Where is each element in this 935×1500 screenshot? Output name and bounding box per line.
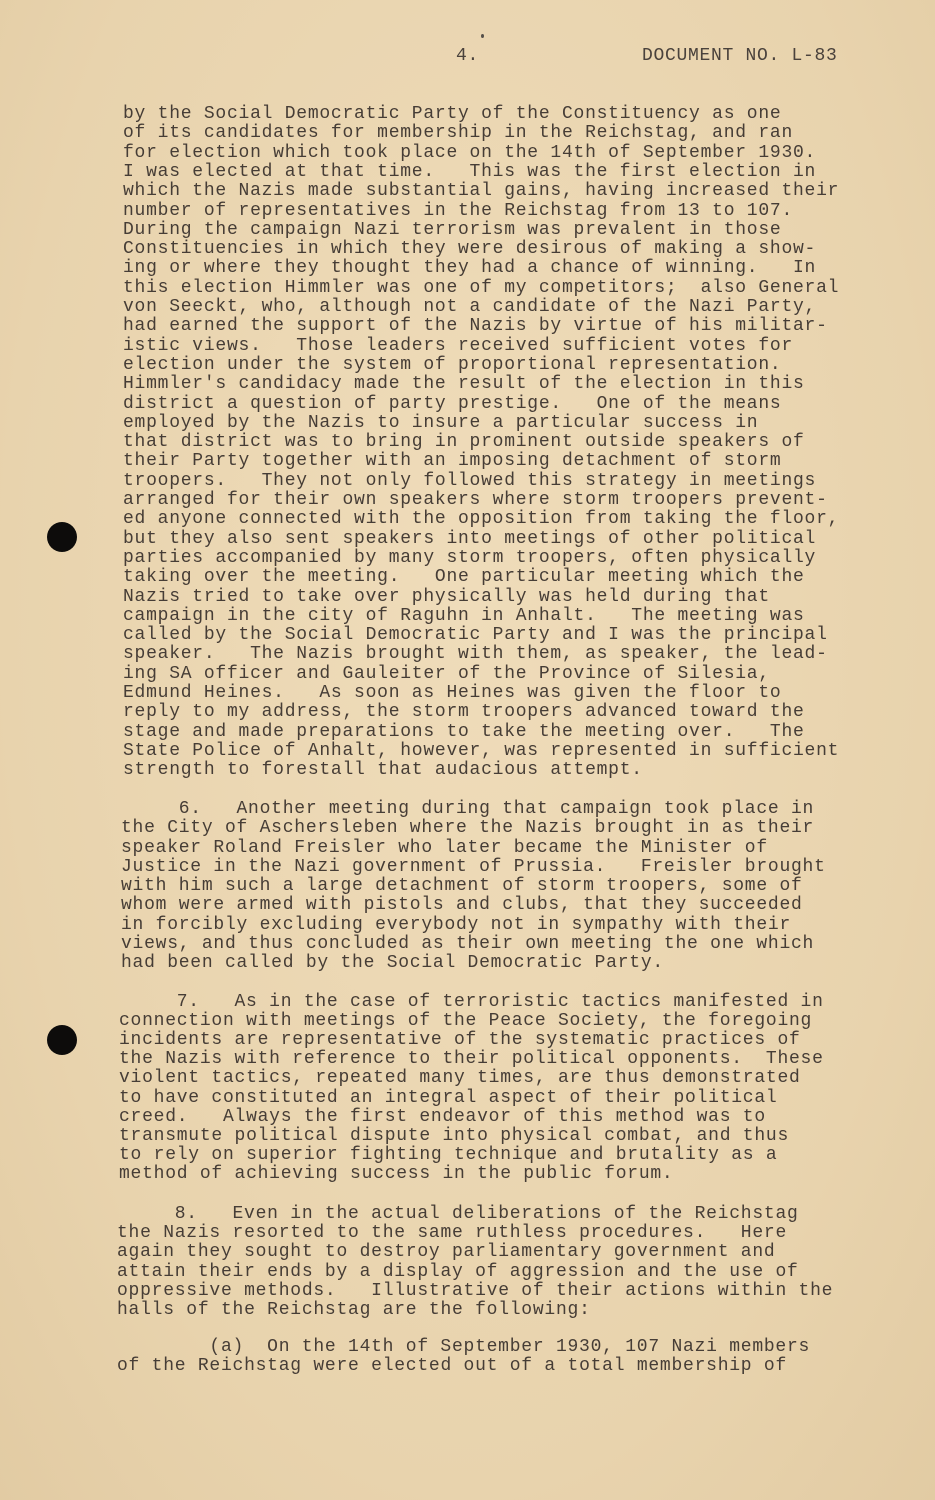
- paragraph-line: Edmund Heines. As soon as Heines was given the floor to: [123, 683, 782, 703]
- paragraph-line: arranged for their own speakers where storm troopers prevent-: [123, 490, 828, 510]
- paragraph-line: whom were armed with pistols and clubs, that they succeeded: [121, 895, 803, 916]
- paragraph-line: had been called by the Social Democratic Party.: [121, 953, 664, 973]
- paragraph-line: taking over the meeting. One particular meeting which the: [123, 567, 805, 588]
- page-number: 4.: [456, 46, 480, 66]
- paragraph-first-line: 8. Even in the actual deliberations of the Reichstag: [174, 1204, 799, 1224]
- paragraph-line: in forcibly excluding everybody not in sympathy with their: [121, 914, 792, 935]
- paragraph-line: violent tactics, repeated many times, are thus demonstrated: [119, 1068, 801, 1089]
- paragraph-line: oppressive methods. Illustrative of their actions within the: [117, 1280, 834, 1301]
- paragraph-line: Justice in the Nazi government of Prussia. Freisler brought: [121, 856, 826, 877]
- paragraph-line: speaker Roland Freisler who later became the Minister of: [121, 837, 768, 858]
- binder-hole: [47, 1025, 77, 1055]
- paragraph-first-line: 6. Another meeting during that campaign took place in: [178, 799, 815, 819]
- paragraph-line: ing or where they thought they had a chance of winning. In: [123, 258, 817, 279]
- paragraph-line: halls of the Reichstag are the following:: [117, 1300, 591, 1320]
- paragraph-line: views, and thus concluded as their own meeting the one which: [121, 933, 815, 954]
- paragraph-line: again they sought to destroy parliamentary government and: [117, 1242, 776, 1263]
- paragraph-line: that district was to bring in prominent outside speakers of: [123, 432, 805, 453]
- paragraph-line: speaker. The Nazis brought with them, as speaker, the lead-: [123, 644, 828, 665]
- paragraph-first-line: 7. As in the case of terroristic tactics manifested in: [176, 992, 824, 1012]
- paragraph-line: Himmler's candidacy made the result of the election in this: [123, 374, 805, 395]
- paragraph-line: ing SA officer and Gauleiter of the Province of Silesia,: [123, 663, 770, 684]
- paragraph-line: parties accompanied by many storm troopers, often physically: [123, 547, 817, 568]
- paragraph-line: which the Nazis made substantial gains, having increased their: [123, 181, 840, 202]
- paragraph-line: reply to my address, the storm troopers advanced toward the: [123, 702, 805, 723]
- paragraph-line: I was elected at that time. This was the first election in: [123, 161, 817, 182]
- paragraph-line: employed by the Nazis to insure a particular success in: [123, 412, 759, 433]
- paragraph-line: had earned the support of the Nazis by virtue of his militar-: [123, 316, 828, 337]
- paragraph-line: von Seeckt, who, although not a candidate of the Nazi Party,: [123, 297, 817, 317]
- paper-speck: [481, 34, 484, 38]
- paragraph-first-line: (a) On the 14th of September 1930, 107 Nazi members: [209, 1337, 811, 1357]
- paragraph-line: troopers. They not only followed this strategy in meetings: [123, 470, 817, 491]
- paragraph-line: to have constituted an integral aspect of their political: [119, 1087, 778, 1108]
- paragraph-line: but they also sent speakers into meetings of other political: [123, 528, 817, 549]
- paragraph-line: election under the system of proportional representation.: [123, 354, 782, 375]
- paragraph-line: district a question of party prestige. One of the means: [123, 393, 782, 414]
- paragraph-line: During the campaign Nazi terrorism was prevalent in those: [123, 219, 782, 240]
- paragraph-line: campaign in the city of Raguhn in Anhalt. The meeting was: [123, 605, 805, 626]
- paragraph-first-line: by the Social Democratic Party of the Constituency as one: [123, 104, 782, 124]
- paragraph-line: stage and made preparations to take the meeting over. The: [123, 721, 805, 742]
- paragraph-line: the Nazis resorted to the same ruthless procedures. Here: [117, 1223, 788, 1244]
- paragraph-line: Constituencies in which they were desirous of making a show-: [123, 239, 817, 260]
- paragraph-line: of its candidates for membership in the Reichstag, and ran: [123, 123, 794, 144]
- paragraph-line: this election Himmler was one of my competitors; also General: [123, 277, 840, 298]
- paragraph-line: the City of Aschersleben where the Nazis brought in as their: [121, 818, 815, 839]
- binder-hole: [47, 522, 77, 552]
- paragraph-line: transmute political dispute into physical combat, and thus: [119, 1125, 790, 1146]
- paragraph-line: istic views. Those leaders received sufficient votes for: [123, 335, 794, 356]
- paragraph-line: method of achieving success in the public forum.: [119, 1163, 674, 1184]
- paragraph-line: connection with meetings of the Peace Society, the foregoing: [119, 1011, 813, 1032]
- paragraph-line: State Police of Anhalt, however, was represented in sufficient: [123, 740, 840, 761]
- document-number: DOCUMENT NO. L-83: [642, 46, 838, 66]
- paragraph-line: of the Reichstag were elected out of a total membership of: [117, 1356, 788, 1376]
- paragraph-line: incidents are representative of the systematic practices of: [119, 1030, 801, 1051]
- paragraph-line: for election which took place on the 14th of September 1930.: [123, 142, 817, 163]
- paragraph-line: creed. Always the first endeavor of this method was to: [119, 1106, 766, 1127]
- paragraph-line: Nazis tried to take over physically was held during that: [123, 586, 770, 607]
- paragraph-line: called by the Social Democratic Party and I was the principal: [123, 625, 828, 646]
- paragraph-line: attain their ends by a display of aggression and the use of: [117, 1261, 799, 1282]
- paragraph-line: number of representatives in the Reichstag from 13 to 107.: [123, 200, 794, 221]
- paragraph-line: ed anyone connected with the opposition from taking the floor,: [123, 509, 840, 530]
- paragraph-line: strength to forestall that audacious attempt.: [123, 760, 643, 781]
- paragraph-line: to rely on superior fighting technique and brutality as a: [119, 1144, 778, 1165]
- paragraph-line: with him such a large detachment of storm troopers, some of: [121, 876, 803, 896]
- paragraph-line: the Nazis with reference to their political opponents. These: [119, 1049, 824, 1070]
- paragraph-line: their Party together with an imposing detachment of storm: [123, 451, 782, 472]
